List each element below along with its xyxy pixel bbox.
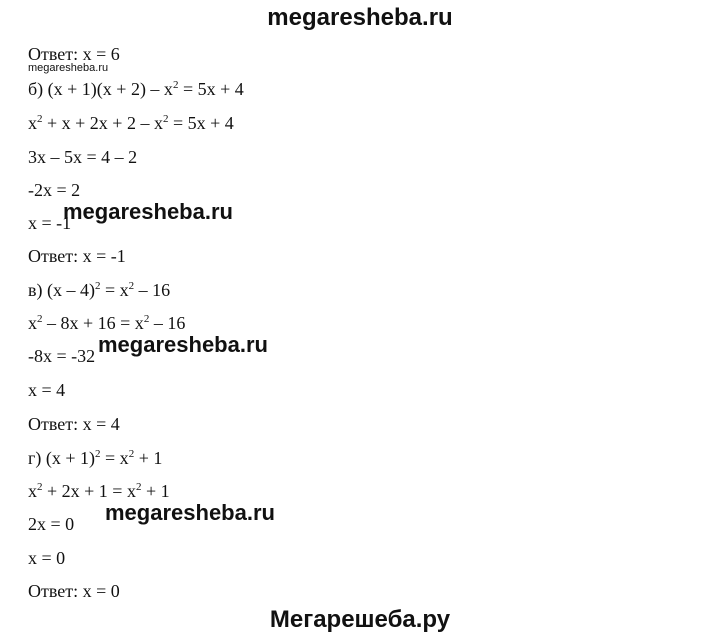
exponent: 2 bbox=[37, 113, 43, 125]
exponent: 2 bbox=[94, 280, 101, 292]
site-footer-logo: Мегарешеба.ру bbox=[269, 606, 451, 633]
text: – 16 bbox=[134, 280, 171, 300]
equation-v-step-1 bbox=[28, 313, 185, 333]
answer-line-a: Ответ: x = 6 bbox=[28, 44, 120, 64]
exponent: 2 bbox=[172, 79, 179, 91]
text: + 1 bbox=[134, 448, 163, 468]
equation-b-title bbox=[28, 79, 244, 99]
text: x bbox=[28, 481, 37, 501]
equation-b-step-1 bbox=[28, 113, 234, 133]
exponent: 2 bbox=[37, 313, 43, 325]
answer-line-b: Ответ: x = -1 bbox=[28, 246, 126, 266]
watermark-3: megaresheba.ru bbox=[105, 500, 275, 525]
text: = x bbox=[100, 448, 129, 468]
text: + 1 bbox=[141, 481, 170, 501]
exponent: 2 bbox=[128, 280, 135, 292]
text: = x bbox=[100, 280, 129, 300]
text: + 2x + 1 = x bbox=[42, 481, 136, 501]
watermark-2: megaresheba.ru bbox=[98, 332, 268, 357]
equation-b-step-3: -2x = 2 bbox=[28, 180, 81, 200]
text: = 5x + 4 bbox=[178, 79, 244, 99]
equation-b-step-4: x = -1 bbox=[28, 213, 72, 233]
text: x bbox=[28, 313, 37, 333]
exponent: 2 bbox=[135, 481, 142, 493]
text: – 8x + 16 = x bbox=[42, 313, 144, 333]
exponent: 2 bbox=[95, 448, 101, 460]
exponent: 2 bbox=[128, 448, 135, 460]
equation-g-step-3: x = 0 bbox=[28, 548, 66, 568]
equation-g-step-2: 2x = 0 bbox=[28, 514, 75, 534]
equation-g-title bbox=[28, 448, 162, 468]
equation-g-step-1 bbox=[28, 481, 170, 501]
text: x bbox=[28, 113, 37, 133]
equation-v-step-3: x = 4 bbox=[28, 380, 66, 400]
text: + x + 2x + 2 – x bbox=[42, 113, 163, 133]
text: г) (x + 1) bbox=[28, 448, 96, 468]
exponent: 2 bbox=[143, 313, 150, 325]
text: = 5x + 4 bbox=[168, 113, 234, 133]
site-header-logo: megaresheba.ru bbox=[267, 4, 453, 31]
answer-line-v: Ответ: x = 4 bbox=[28, 414, 120, 434]
equation-v-title bbox=[28, 280, 170, 300]
text: б) (x + 1)(x + 2) – x bbox=[28, 79, 173, 99]
watermark-small: megaresheba.ru bbox=[28, 62, 109, 74]
answer-line-g: Ответ: x = 0 bbox=[28, 581, 120, 601]
text: в) (x – 4) bbox=[28, 280, 95, 300]
equation-v-step-2: -8x = -32 bbox=[28, 346, 96, 366]
watermark-1: megaresheba.ru bbox=[63, 199, 233, 224]
equation-b-step-2: 3x – 5x = 4 – 2 bbox=[28, 147, 138, 167]
exponent: 2 bbox=[37, 481, 43, 493]
text: – 16 bbox=[149, 313, 186, 333]
exponent: 2 bbox=[162, 113, 169, 125]
